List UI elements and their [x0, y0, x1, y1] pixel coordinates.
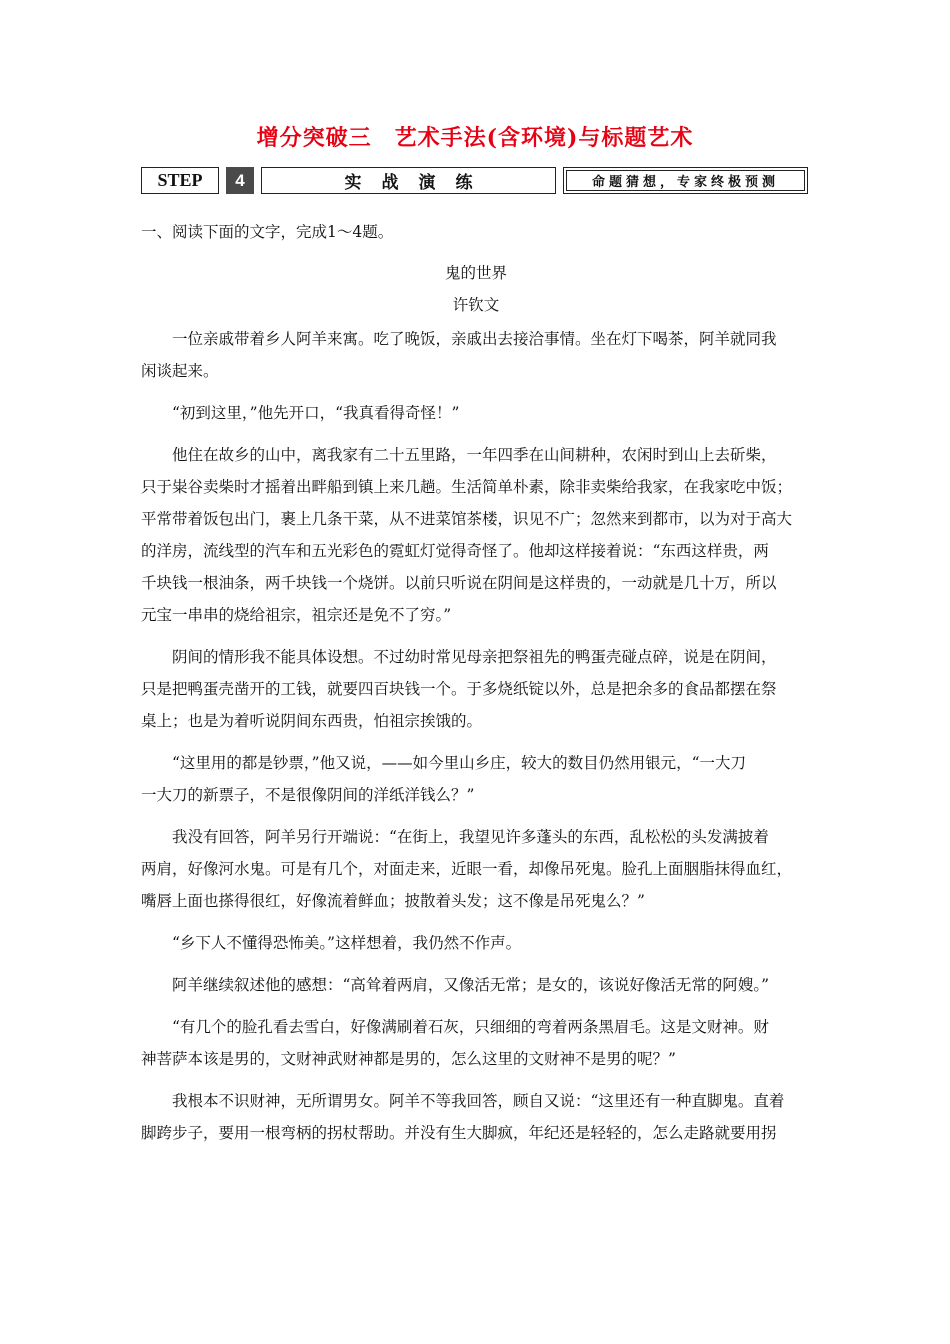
paragraph-line: 脚跨步子，要用一根弯柄的拐杖帮助。并没有生大脚疯，年纪还是轻轻的，怎么走路就要用拐: [141, 1124, 777, 1142]
paragraph-line: 只是把鸭蛋壳凿开的工钱，就要四百块钱一个。于多烧纸锭以外，总是把余多的食品都摆在祭: [141, 680, 777, 698]
paragraph-line: “乡下人不懂得恐怖美。”这样想着，我仍然不作声。: [172, 934, 522, 952]
section-label: 实战演练: [261, 167, 556, 194]
section-banner: [141, 167, 808, 196]
article-paragraphs: [141, 323, 811, 1149]
paragraph-line: “这里用的都是钞票，”他又说，——如今里山乡庄，较大的数目仍然用银元，“一大刀: [172, 754, 747, 772]
paragraph-line: “初到这里，”他先开口，“我真看得奇怪！”: [172, 404, 460, 422]
paragraph-line: 平常带着饭包出门，裹上几条干菜，从不进菜馆茶楼，识见不广；忽然来到都市，以为对于高大: [141, 510, 793, 528]
paragraph: [141, 641, 811, 737]
paragraph-line: 两肩，好像河水鬼。可是有几个，对面走来，近眼一看，却像吊死鬼。脸孔上面胭脂抹得血红，: [141, 860, 793, 878]
article-title: 鬼的世界: [444, 264, 507, 282]
paragraph-line: 神菩萨本该是男的，文财神武财神都是男的，怎么这里的文财神不是男的呢？”: [141, 1050, 676, 1068]
paragraph: [141, 747, 811, 811]
paragraph-line: “有几个的脸孔看去雪白，好像满刷着石灰，只细细的弯着两条黑眉毛。这是文财神。财: [172, 1018, 769, 1036]
paragraph-line: 阴间的情形我不能具体设想。不过幼时常见母亲把祭祖先的鸭蛋壳碰点碎，说是在阴间，: [172, 648, 777, 666]
paragraph: [141, 439, 811, 631]
paragraph-line: 闲谈起来。: [141, 362, 219, 380]
document-body: [141, 216, 811, 1159]
paragraph: [141, 969, 811, 1001]
paragraph-line: 千块钱一根油条，两千块钱一个烧饼。以前只听说在阴间是这样贵的，一动就是几十万，所以: [141, 574, 777, 592]
paragraph: [141, 323, 811, 387]
paragraph: [141, 397, 811, 429]
paragraph: [141, 1085, 811, 1149]
article-author: 许钦文: [452, 296, 500, 314]
paragraph: [141, 1011, 811, 1075]
paragraph-line: 桌上；也是为着听说阴间东西贵，怕祖宗挨饿的。: [141, 712, 483, 730]
step-number: 4: [226, 167, 254, 194]
paragraph-line: 一大刀的新票子，不是很像阴间的洋纸洋钱么？”: [141, 786, 475, 804]
paragraph-line: 元宝一串串的烧给祖宗，祖宗还是免不了穷。”: [141, 606, 452, 624]
paragraph-line: 嘴唇上面也搽得很红，好像流着鲜血；披散着头发；这不像是吊死鬼么？”: [141, 892, 645, 910]
paragraph: [141, 927, 811, 959]
paragraph-line: 我根本不识财神，无所谓男女。阿羊不等我回答，顾自又说：“这里还有一种直脚鬼。直着: [172, 1092, 785, 1110]
page-title: 增分突破三 艺术手法(含环境)与标题艺术: [256, 125, 694, 151]
paragraph-line: 阿羊继续叙述他的感想：“高耸着两肩，又像活无常；是女的，该说好像活无常的阿嫂。”: [172, 976, 770, 994]
paragraph-line: 我没有回答，阿羊另行开端说：“在街上，我望见许多蓬头的东西，乱松松的头发满披着: [172, 828, 769, 846]
paragraph-line: 他住在故乡的山中，离我家有二十五里路，一年四季在山间耕种，农闲时到山上去斫柴，: [172, 446, 777, 464]
paragraph: [141, 821, 811, 917]
section-hint: 命题猜想，专家终极预测: [563, 167, 808, 194]
step-label: STEP: [141, 167, 219, 194]
question-instruction: 一、阅读下面的文字，完成1～4题。: [141, 223, 394, 241]
paragraph-line: 只于粜谷卖柴时才摇着出畔船到镇上来几趟。生活简单朴素，除非卖柴给我家，在我家吃中饭；: [141, 478, 793, 496]
paragraph-line: 的洋房，流线型的汽车和五光彩色的霓虹灯觉得奇怪了。他却这样接着说：“东西这样贵，两: [141, 542, 769, 560]
paragraph-line: 一位亲戚带着乡人阿羊来寓。吃了晚饭，亲戚出去接洽事情。坐在灯下喝茶，阿羊就同我: [172, 330, 777, 348]
